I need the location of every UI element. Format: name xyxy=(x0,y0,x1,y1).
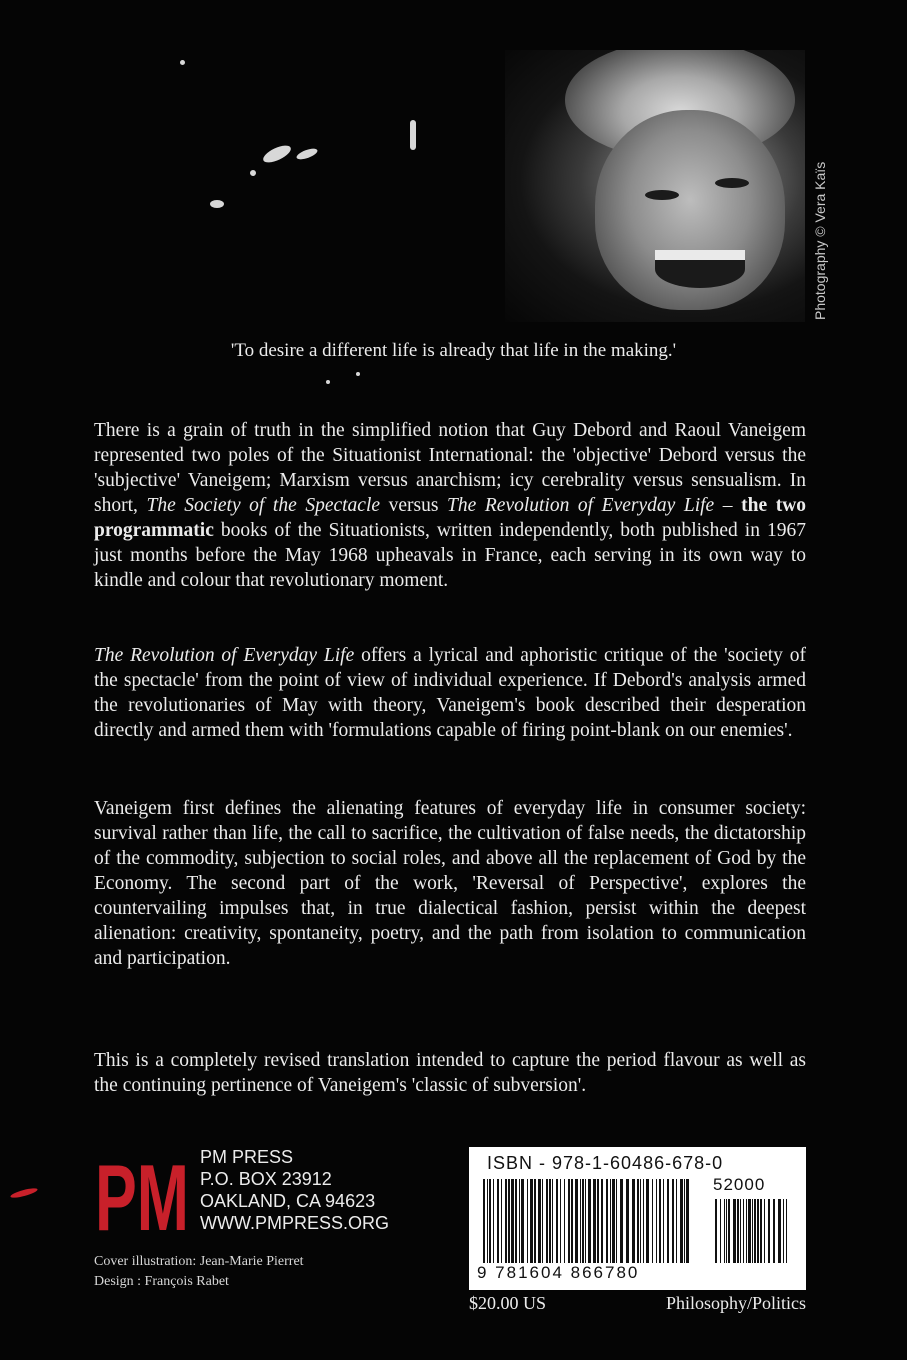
barcode-bar xyxy=(593,1179,596,1263)
barcode-bar xyxy=(637,1179,639,1263)
addon-bar xyxy=(720,1199,721,1263)
publisher-city: OAKLAND, CA 94623 xyxy=(200,1191,376,1211)
speck xyxy=(295,146,318,161)
publisher-web: WWW.PMPRESS.ORG xyxy=(200,1213,389,1233)
barcode-bar xyxy=(542,1179,543,1263)
addon-bar xyxy=(724,1199,725,1263)
paragraph-2: The Revolution of Everyday Life offers a lyrical and aphoristic critique of the 'society of the spectacle' from the point of view of individual experience. If Debord's analysis armed the revolutionaries of May with theory, Vaneigem's book described their desperation directly and armed them with 'formulations capable of firing point-blank on our enemies'. xyxy=(94,645,806,741)
barcode-bar xyxy=(568,1179,570,1263)
speck xyxy=(410,120,416,150)
barcode-bar xyxy=(606,1179,608,1263)
barcode-bar xyxy=(612,1179,615,1263)
pm-press-logo xyxy=(94,1150,190,1234)
isbn-barcode xyxy=(469,1147,806,1290)
barcode-bar xyxy=(489,1179,491,1263)
design-credit: Design : François Rabet xyxy=(94,1274,229,1289)
barcode-bar xyxy=(686,1179,689,1263)
barcode-bar xyxy=(556,1179,558,1263)
barcode-bar xyxy=(684,1179,685,1263)
barcode-bar xyxy=(546,1179,548,1263)
addon-bar xyxy=(728,1199,730,1263)
publisher-info xyxy=(200,1146,389,1234)
barcode-bar xyxy=(672,1179,674,1263)
barcode-bar xyxy=(620,1179,623,1263)
barcode-bar xyxy=(652,1179,653,1263)
addon-bar xyxy=(754,1199,756,1263)
isbn-label: ISBN - 978-1-60486-678-0 xyxy=(487,1153,724,1173)
addon-bar xyxy=(757,1199,759,1263)
speck xyxy=(261,142,293,166)
barcode-bar xyxy=(601,1179,603,1263)
barcode-addon: 52000 xyxy=(713,1175,766,1194)
barcode-bar xyxy=(521,1179,524,1263)
barcode-bar xyxy=(680,1179,683,1263)
speck xyxy=(356,372,360,376)
publisher-name: PM PRESS xyxy=(200,1147,294,1167)
barcode-bar xyxy=(580,1179,581,1263)
barcode-bar xyxy=(549,1179,551,1263)
barcode-bar xyxy=(560,1179,561,1263)
speck xyxy=(210,200,224,208)
barcode-bar xyxy=(508,1179,510,1263)
barcode-bar xyxy=(511,1179,514,1263)
barcode-bar xyxy=(575,1179,578,1263)
barcode-bar xyxy=(610,1179,611,1263)
barcode-bar xyxy=(483,1179,485,1263)
barcode-bar xyxy=(626,1179,629,1263)
paragraph-4: This is a completely revised translation intended to capture the period flavour as well as the continuing pertinence of Vaneigem's 'classic of subversion'. xyxy=(94,1050,806,1096)
barcode-bar xyxy=(552,1179,553,1263)
addon-bar xyxy=(737,1199,739,1263)
addon-bar xyxy=(773,1199,775,1263)
publisher-box: P.O. BOX 23912 xyxy=(200,1169,332,1189)
barcode-bar xyxy=(505,1179,507,1263)
barcode-bar xyxy=(585,1179,586,1263)
addon-bar xyxy=(768,1199,770,1263)
addon-bar xyxy=(743,1199,744,1263)
addon-bar xyxy=(733,1199,736,1263)
addon-bar xyxy=(783,1199,784,1263)
barcode-bar xyxy=(663,1179,664,1263)
smile xyxy=(655,250,745,288)
barcode-bar xyxy=(527,1179,528,1263)
barcode-bar xyxy=(564,1179,565,1263)
barcode-bar xyxy=(597,1179,599,1263)
barcode-bar xyxy=(616,1179,617,1263)
speck xyxy=(10,1186,39,1199)
barcode-bar xyxy=(646,1179,649,1263)
addon-bar xyxy=(752,1199,753,1263)
barcode-bar xyxy=(493,1179,494,1263)
photo-credit: Photography © Vera Kaïs xyxy=(812,161,828,320)
barcode-bar xyxy=(534,1179,536,1263)
barcode-bar xyxy=(571,1179,573,1263)
epigraph-quote: 'To desire a different life is already that life in the making.' xyxy=(230,340,677,361)
barcode-bar xyxy=(676,1179,677,1263)
paragraph-1: There is a grain of truth in the simplified notion that Guy Debord and Raoul Vaneigem represented two poles of the Situationist International: the 'objective' Debord versus the 'subjective' Vaneigem; Marxism versus anarchism; icy cerebrality versus sensualism. In short, The Society of the Spectacle versus The Revolution of Everyday Life – the two programmatic books of the Situationists, written independently, both published in 1967 just months before the May 1968 upheavals in France, each serving in its own way to kindle and colour that revolutionary moment. xyxy=(94,420,807,591)
barcode-bar xyxy=(659,1179,661,1263)
barcode-bar xyxy=(497,1179,499,1263)
addon-bar xyxy=(764,1199,765,1263)
barcode-bar xyxy=(632,1179,635,1263)
barcode-bar xyxy=(538,1179,541,1263)
addon-bar xyxy=(748,1199,751,1263)
left-eye xyxy=(645,190,679,200)
barcode-bar xyxy=(588,1179,591,1263)
speck xyxy=(180,60,185,65)
right-eye xyxy=(715,178,749,188)
addon-bar xyxy=(760,1199,762,1263)
barcode-bar xyxy=(501,1179,502,1263)
addon-bar xyxy=(726,1199,727,1263)
barcode-bar xyxy=(530,1179,533,1263)
barcode-bar xyxy=(640,1179,641,1263)
barcode-bar xyxy=(487,1179,488,1263)
addon-bar xyxy=(786,1199,787,1263)
paragraph-3: Vaneigem first defines the alienating features of everyday life in consumer society: survival rather than life, the call to sacrifice, the cultivation of false needs, the dictatorship of the commodity, subjection to social roles, and above all the replacement of God by the Economy. The second part of the work, 'Reversal of Perspective', explores the countervailing impulses that, in true dialectical fashion, persist within the deepest alienation: creativity, spontaneity, poetry, and the path from isolation to communication and participation. xyxy=(94,798,806,969)
speck xyxy=(250,170,256,176)
barcode-bar xyxy=(667,1179,669,1263)
logo-text: PM xyxy=(95,1150,189,1234)
author-photo xyxy=(505,50,805,322)
barcode-bar xyxy=(515,1179,517,1263)
addon-bar xyxy=(715,1199,717,1263)
price: $20.00 US xyxy=(469,1293,547,1313)
addon-bar xyxy=(778,1199,781,1263)
barcode-bar xyxy=(519,1179,520,1263)
addon-bar xyxy=(746,1199,747,1263)
speck xyxy=(326,380,330,384)
addon-bar xyxy=(740,1199,741,1263)
barcode-bar xyxy=(656,1179,657,1263)
barcode-digits: 9 781604 866780 xyxy=(477,1263,640,1282)
cover-illustration-credit: Cover illustration: Jean-Marie Pierret xyxy=(94,1254,304,1269)
barcode-bar xyxy=(582,1179,584,1263)
category: Philosophy/Politics xyxy=(665,1293,806,1313)
barcode-bar xyxy=(643,1179,644,1263)
